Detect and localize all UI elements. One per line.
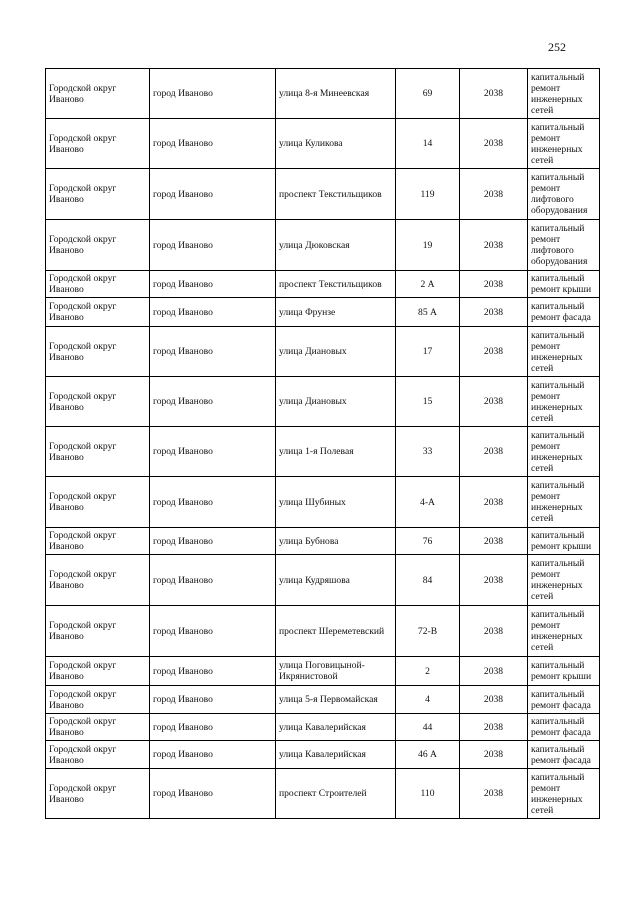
street-cell: проспект Текстильщиков — [276, 271, 396, 298]
house-number-cell: 2 — [396, 657, 460, 686]
street-cell: улица Куликова — [276, 119, 396, 169]
house-number-cell: 4 — [396, 686, 460, 714]
year-cell: 2038 — [460, 271, 528, 298]
okrug-cell: Городской округ Иваново — [46, 714, 150, 741]
table-row — [46, 169, 600, 220]
street-cell: проспект Шереметевский — [276, 606, 396, 657]
city-cell: город Иваново — [150, 477, 276, 528]
city-cell: город Иваново — [150, 657, 276, 686]
year-cell: 2038 — [460, 741, 528, 769]
street-cell: улица Дюковская — [276, 220, 396, 271]
table-row — [46, 427, 600, 477]
city-cell: город Иваново — [150, 714, 276, 741]
street-cell: улица Поговицыной-Икрянистовой — [276, 657, 396, 686]
work-type-cell: капитальный ремонт крыши — [528, 271, 600, 298]
house-number-cell: 19 — [396, 220, 460, 271]
year-cell: 2038 — [460, 327, 528, 377]
house-number-cell: 84 — [396, 555, 460, 606]
table-row — [46, 606, 600, 657]
okrug-cell: Городской округ Иваново — [46, 769, 150, 819]
house-number-cell: 72-В — [396, 606, 460, 657]
table-row — [46, 271, 600, 298]
house-number-cell: 69 — [396, 69, 460, 119]
street-cell: улица Кавалерийская — [276, 714, 396, 741]
okrug-cell: Городской округ Иваново — [46, 327, 150, 377]
work-type-cell: капитальный ремонт лифтового оборудования — [528, 169, 600, 220]
okrug-cell: Городской округ Иваново — [46, 298, 150, 327]
capital-repair-table — [45, 68, 600, 819]
table-row — [46, 769, 600, 819]
work-type-cell: капитальный ремонт крыши — [528, 528, 600, 555]
work-type-cell: капитальный ремонт фасада — [528, 298, 600, 327]
year-cell: 2038 — [460, 477, 528, 528]
year-cell: 2038 — [460, 119, 528, 169]
work-type-cell: капитальный ремонт лифтового оборудования — [528, 220, 600, 271]
okrug-cell: Городской округ Иваново — [46, 555, 150, 606]
table-row — [46, 69, 600, 119]
work-type-cell: капитальный ремонт инженерных сетей — [528, 119, 600, 169]
okrug-cell: Городской округ Иваново — [46, 657, 150, 686]
work-type-cell: капитальный ремонт фасада — [528, 686, 600, 714]
okrug-cell: Городской округ Иваново — [46, 271, 150, 298]
work-type-cell: капитальный ремонт инженерных сетей — [528, 377, 600, 427]
table-row — [46, 528, 600, 555]
street-cell: улица Диановых — [276, 377, 396, 427]
year-cell: 2038 — [460, 169, 528, 220]
city-cell: город Иваново — [150, 555, 276, 606]
work-type-cell: капитальный ремонт инженерных сетей — [528, 69, 600, 119]
table-row — [46, 119, 600, 169]
okrug-cell: Городской округ Иваново — [46, 220, 150, 271]
table-row — [46, 741, 600, 769]
city-cell: город Иваново — [150, 741, 276, 769]
okrug-cell: Городской округ Иваново — [46, 477, 150, 528]
city-cell: город Иваново — [150, 69, 276, 119]
year-cell: 2038 — [460, 714, 528, 741]
table-row — [46, 477, 600, 528]
table-row — [46, 657, 600, 686]
street-cell: улица Шубиных — [276, 477, 396, 528]
street-cell: улица Фрунзе — [276, 298, 396, 327]
year-cell: 2038 — [460, 769, 528, 819]
house-number-cell: 46 А — [396, 741, 460, 769]
house-number-cell: 33 — [396, 427, 460, 477]
okrug-cell: Городской округ Иваново — [46, 169, 150, 220]
city-cell: город Иваново — [150, 528, 276, 555]
table-row — [46, 714, 600, 741]
okrug-cell: Городской округ Иваново — [46, 427, 150, 477]
house-number-cell: 15 — [396, 377, 460, 427]
street-cell: улица Бубнова — [276, 528, 396, 555]
okrug-cell: Городской округ Иваново — [46, 606, 150, 657]
work-type-cell: капитальный ремонт инженерных сетей — [528, 327, 600, 377]
street-cell: улица Кавалерийская — [276, 741, 396, 769]
year-cell: 2038 — [460, 298, 528, 327]
street-cell: проспект Текстильщиков — [276, 169, 396, 220]
okrug-cell: Городской округ Иваново — [46, 119, 150, 169]
work-type-cell: капитальный ремонт инженерных сетей — [528, 477, 600, 528]
city-cell: город Иваново — [150, 769, 276, 819]
year-cell: 2038 — [460, 555, 528, 606]
city-cell: город Иваново — [150, 169, 276, 220]
year-cell: 2038 — [460, 427, 528, 477]
street-cell: улица Диановых — [276, 327, 396, 377]
street-cell: проспект Строителей — [276, 769, 396, 819]
okrug-cell: Городской округ Иваново — [46, 377, 150, 427]
city-cell: город Иваново — [150, 377, 276, 427]
house-number-cell: 85 А — [396, 298, 460, 327]
work-type-cell: капитальный ремонт инженерных сетей — [528, 427, 600, 477]
work-type-cell: капитальный ремонт инженерных сетей — [528, 555, 600, 606]
table-row — [46, 220, 600, 271]
city-cell: город Иваново — [150, 427, 276, 477]
okrug-cell: Городской округ Иваново — [46, 528, 150, 555]
house-number-cell: 110 — [396, 769, 460, 819]
house-number-cell: 4-А — [396, 477, 460, 528]
house-number-cell: 76 — [396, 528, 460, 555]
work-type-cell: капитальный ремонт инженерных сетей — [528, 606, 600, 657]
city-cell: город Иваново — [150, 220, 276, 271]
table-row — [46, 327, 600, 377]
house-number-cell: 2 А — [396, 271, 460, 298]
street-cell: улица 1-я Полевая — [276, 427, 396, 477]
okrug-cell: Городской округ Иваново — [46, 741, 150, 769]
city-cell: город Иваново — [150, 119, 276, 169]
work-type-cell: капитальный ремонт фасада — [528, 714, 600, 741]
year-cell: 2038 — [460, 220, 528, 271]
work-type-cell: капитальный ремонт инженерных сетей — [528, 769, 600, 819]
year-cell: 2038 — [460, 528, 528, 555]
house-number-cell: 14 — [396, 119, 460, 169]
okrug-cell: Городской округ Иваново — [46, 69, 150, 119]
year-cell: 2038 — [460, 69, 528, 119]
page-number: 252 — [548, 40, 566, 54]
street-cell: улица 5-я Первомайская — [276, 686, 396, 714]
street-cell: улица Кудряшова — [276, 555, 396, 606]
work-type-cell: капитальный ремонт крыши — [528, 657, 600, 686]
year-cell: 2038 — [460, 377, 528, 427]
street-cell: улица 8-я Минеевская — [276, 69, 396, 119]
table-row — [46, 377, 600, 427]
okrug-cell: Городской округ Иваново — [46, 686, 150, 714]
house-number-cell: 119 — [396, 169, 460, 220]
city-cell: город Иваново — [150, 298, 276, 327]
city-cell: город Иваново — [150, 606, 276, 657]
year-cell: 2038 — [460, 657, 528, 686]
house-number-cell: 17 — [396, 327, 460, 377]
city-cell: город Иваново — [150, 271, 276, 298]
year-cell: 2038 — [460, 686, 528, 714]
work-type-cell: капитальный ремонт фасада — [528, 741, 600, 769]
table-row — [46, 555, 600, 606]
table-row — [46, 298, 600, 327]
table-row — [46, 686, 600, 714]
city-cell: город Иваново — [150, 686, 276, 714]
city-cell: город Иваново — [150, 327, 276, 377]
house-number-cell: 44 — [396, 714, 460, 741]
year-cell: 2038 — [460, 606, 528, 657]
